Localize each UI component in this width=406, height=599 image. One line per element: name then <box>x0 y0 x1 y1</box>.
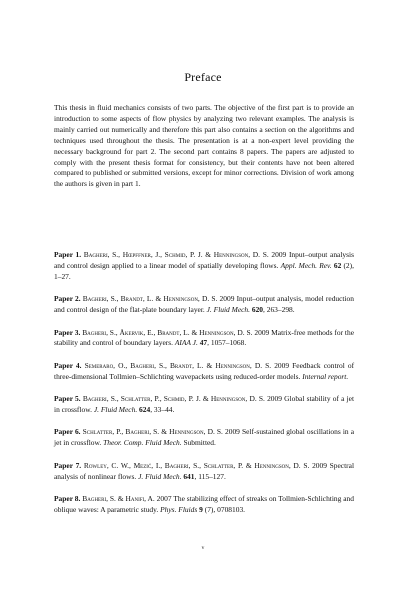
paper-authors: Bagheri, S., Hœpffner, J., Schmid, P. J. & Henningson, D. S. <box>83 250 269 259</box>
paper-title: Feedback control of three-dimensional Tollmien–Schlichting wavepackets using reduced-order models. <box>54 360 355 381</box>
paper-venue: Theor. Comp. Fluid Mech. <box>103 438 182 448</box>
paper-label: Paper 5. <box>54 394 81 404</box>
paper-volume: 624 <box>139 405 151 415</box>
paper-list <box>54 250 354 527</box>
paper-label: Paper 2. <box>54 294 81 304</box>
paper-year: 2009 <box>219 294 235 304</box>
paper-details: , 263–298. <box>263 305 295 315</box>
paper-authors: Rowley, C. W., Mezić, I., Bagheri, S., Schlatter, P. & Henningson, D. S. <box>83 460 310 470</box>
paper-year: 2009 <box>312 460 327 470</box>
page-number: v <box>201 545 205 551</box>
paper-entry <box>54 328 354 350</box>
paper-entry <box>54 250 354 283</box>
paper-year: 2009 <box>274 360 290 370</box>
paper-entry <box>54 427 354 449</box>
page-title: Preface <box>184 70 222 84</box>
paper-title: The stabilizing effect of streaks on Tollmien-Schlichting and oblique waves: A parametric study. <box>54 494 354 514</box>
paper-year: 2009 <box>254 327 270 337</box>
paper-venue: J. Fluid Mech. <box>93 405 138 415</box>
paper-title: Spectral analysis of nonlinear flows. <box>54 460 355 481</box>
paper-details: (7), 0708103. <box>202 505 246 514</box>
paper-details: , 115–127. <box>194 471 226 481</box>
paper-entry <box>54 294 354 316</box>
paper-label: Paper 3. <box>54 327 81 337</box>
paper-label: Paper 7. <box>54 460 82 470</box>
paper-venue: Phys. Fluids <box>160 505 198 514</box>
paper-authors: Semeraro, O., Bagheri, S., Brandt, L. & Henningson, D. S. <box>84 360 272 370</box>
paper-details: , 33–44. <box>150 405 175 415</box>
paper-volume: 62 <box>333 260 342 270</box>
paper-venue: AIAA J. <box>174 338 198 348</box>
paper-venue: Appl. Mech. Rev. <box>280 260 332 270</box>
paper-venue: Internal report. <box>302 371 349 381</box>
paper-year: 2007 <box>156 494 172 504</box>
paper-entry <box>54 494 354 516</box>
paper-volume: 620 <box>251 305 264 315</box>
paper-label: Paper 6. <box>54 427 81 437</box>
paper-details: (2), 1–27. <box>54 260 354 281</box>
paper-volume: 641 <box>183 471 195 481</box>
paper-year: 2009 <box>225 427 240 437</box>
paper-authors: Bagheri, S. & Hanifi, A. <box>82 494 155 504</box>
paper-authors: Schlatter, P., Bagheri, S. & Henningson, D. S. <box>82 427 223 437</box>
paper-authors: Bagheri, S., Åkervik, E., Brandt, L. & Henningson, D. S. <box>82 327 253 337</box>
paper-label: Paper 1. <box>54 250 82 259</box>
paper-label: Paper 4. <box>54 360 82 370</box>
paper-authors: Bagheri, S., Schlatter, P., Schmid, P. J. & Henningson, D. S. <box>82 394 265 404</box>
paper-entry <box>54 394 354 416</box>
paper-entry <box>54 461 354 483</box>
paper-year: 2009 <box>271 250 287 259</box>
paper-title: Self-sustained global oscillations in a jet in crossflow. <box>54 427 354 448</box>
paper-details: , 1057–1068. <box>207 338 247 348</box>
paper-details: Submitted. <box>183 438 216 448</box>
paper-authors: Bagheri, S., Brandt, L. & Henningson, D. S. <box>82 294 218 304</box>
paper-venue: J. Fluid Mech. <box>138 471 182 481</box>
paper-venue: J. Fluid Mech. <box>206 305 250 315</box>
paper-label: Paper 8. <box>54 494 81 504</box>
paper-volume: 9 <box>199 505 203 514</box>
paper-volume: 47 <box>199 338 208 348</box>
paper-title: Input–output analysis, model reduction and control design of the flat-plate boundary layer. <box>54 294 354 315</box>
paper-title: Global stability of a jet in crossflow. <box>54 394 355 415</box>
intro-paragraph: This thesis in fluid mechanics consists of two parts. The objective of the first part is to provide an introduction to some aspects of flow physics by analyzing two relevant examples. The analysis is mainly carried out numerically and therefore this part also contains a section on the algorithms and techniques used throughout the thesis. The presentation is at a non-expert level providing the necessary background for part 2. The second part contains 8 papers. The papers are adjusted to comply with the present thesis format for consistency, but their contents have not been altered compared to published or submitted versions, except for minor corrections. Division of work among the authors is given in part 1. <box>54 103 354 189</box>
paper-entry <box>54 361 354 383</box>
paper-year: 2009 <box>267 394 282 404</box>
paper-title: Matrix-free methods for the stability and control of boundary layers. <box>54 327 355 348</box>
paper-title: Input–output analysis and control design applied to a linear model of spatially developing flows. <box>54 250 354 270</box>
